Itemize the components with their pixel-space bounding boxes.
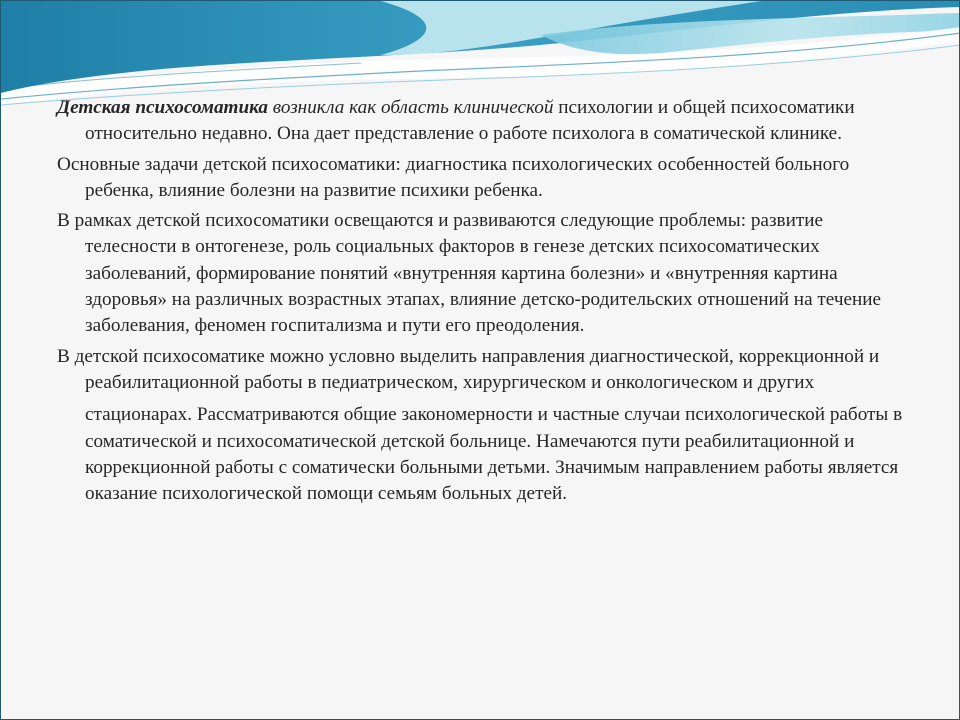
- slide-body: [57, 95, 907, 513]
- paragraph-5: стационарах. Рассматриваются общие закономерности и частные случаи психологической работы в соматической и психосоматической детской больнице. Намечаются пути реабилитационной и коррекционной работы с соматически больными детьми. Значимым направлением работы является оказание психологической помощи семьям больных детей.: [85, 404, 903, 505]
- paragraph-3: В рамках детской психосоматики освещаются и развиваются следующие проблемы: развитие телесности в онтогенезе, роль социальных факторов в генезе детских психосоматических заболеваний, формирование понятий «внутренняя картина болезни» и «внутренняя картина здоровья» на различных возрастных этапах, влияние детско-родительских отношений на течение заболевания, феномен госпитализма и пути его преодоления.: [57, 210, 882, 337]
- paragraph-1-italic: возникла как область клинической: [267, 97, 554, 118]
- paragraph-2: Основные задачи детской психосоматики: диагностика психологических особенностей больного ребенка, влияние болезни на развитие психики ребенка.: [57, 153, 850, 201]
- paragraph-1: [57, 95, 907, 148]
- paragraph-1-rest: психологии и общей психосоматики относительно недавно. Она дает представление о работе психолога в соматической клинике.: [85, 97, 855, 145]
- term-child-psychosomatics: Детская психосоматика: [57, 97, 268, 118]
- paragraph-4: В детской психосоматике можно условно выделить направления диагностической, коррекционной и реабилитационной работы в педиатрическом, хирургическом и онкологическом и других: [57, 345, 880, 393]
